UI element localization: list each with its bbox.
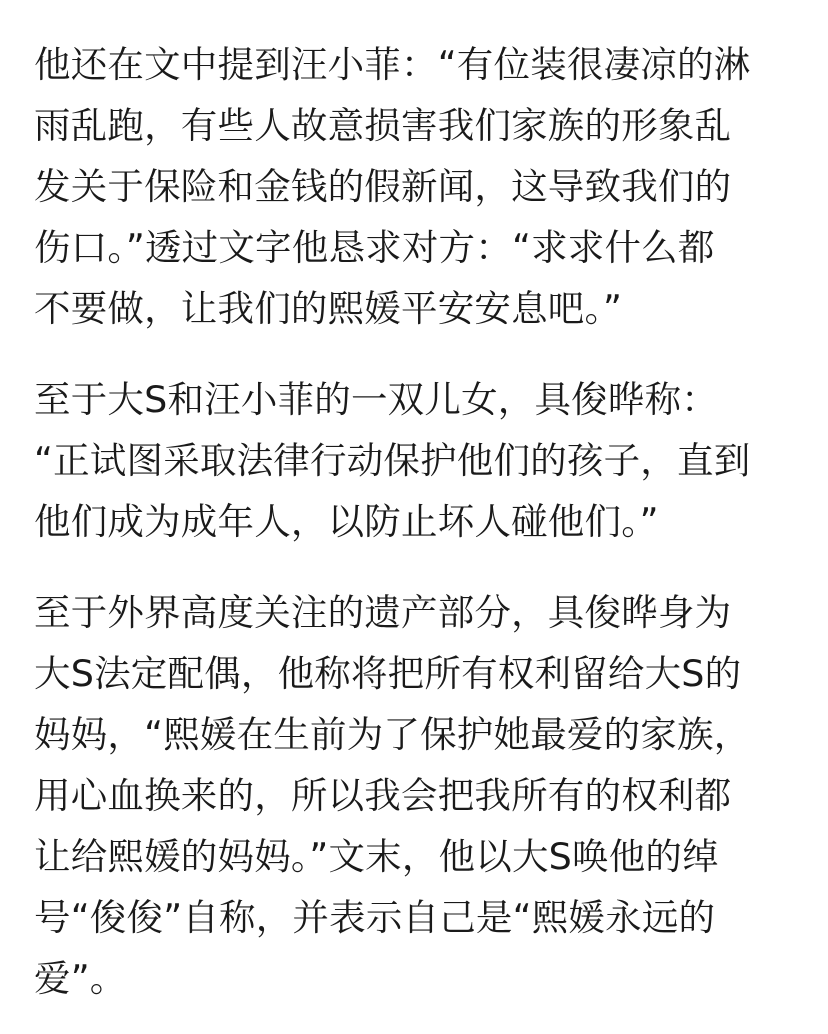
paragraph-2: [34, 369, 800, 552]
text-line: 用心血换来的，所以我会把我所有的权利都: [34, 774, 732, 817]
text-line: 爱”。: [34, 957, 127, 1000]
text-line: 发关于保险和金钱的假新闻，这导致我们的: [34, 165, 732, 208]
paragraph-gap: [34, 552, 800, 582]
text-line: 至于外界高度关注的遗产部分，具俊晔身为: [34, 591, 732, 634]
paragraph-gap: [34, 339, 800, 369]
text-line: 让给熙媛的妈妈。”文末，他以大S唤他的绰: [34, 835, 719, 878]
text-line: 号“俊俊”自称，并表示自己是“熙媛永远的: [34, 896, 716, 939]
text-line: 他们成为成年人，以防止坏人碰他们。”: [34, 500, 659, 543]
text-line: 不要做，让我们的熙媛平安安息吧。”: [34, 287, 623, 330]
text-line: 妈妈，“熙媛在生前为了保护她最爱的家族，: [34, 713, 751, 756]
text-line: 大S法定配偶，他称将把所有权利留给大S的: [34, 652, 742, 695]
text-line: 他还在文中提到汪小菲：“有位装很凄凉的淋: [34, 43, 751, 86]
article-body: [34, 34, 800, 1009]
text-line: 至于大S和汪小菲的一双儿女，具俊晔称：: [34, 378, 718, 421]
paragraph-3: [34, 582, 800, 1009]
text-line: 伤口。”透过文字他恳求对方：“求求什么都: [34, 226, 715, 269]
text-line: “正试图采取法律行动保护他们的孩子，直到: [34, 439, 751, 482]
text-line: 雨乱跑，有些人故意损害我们家族的形象乱: [34, 104, 732, 147]
paragraph-1: [34, 34, 800, 339]
